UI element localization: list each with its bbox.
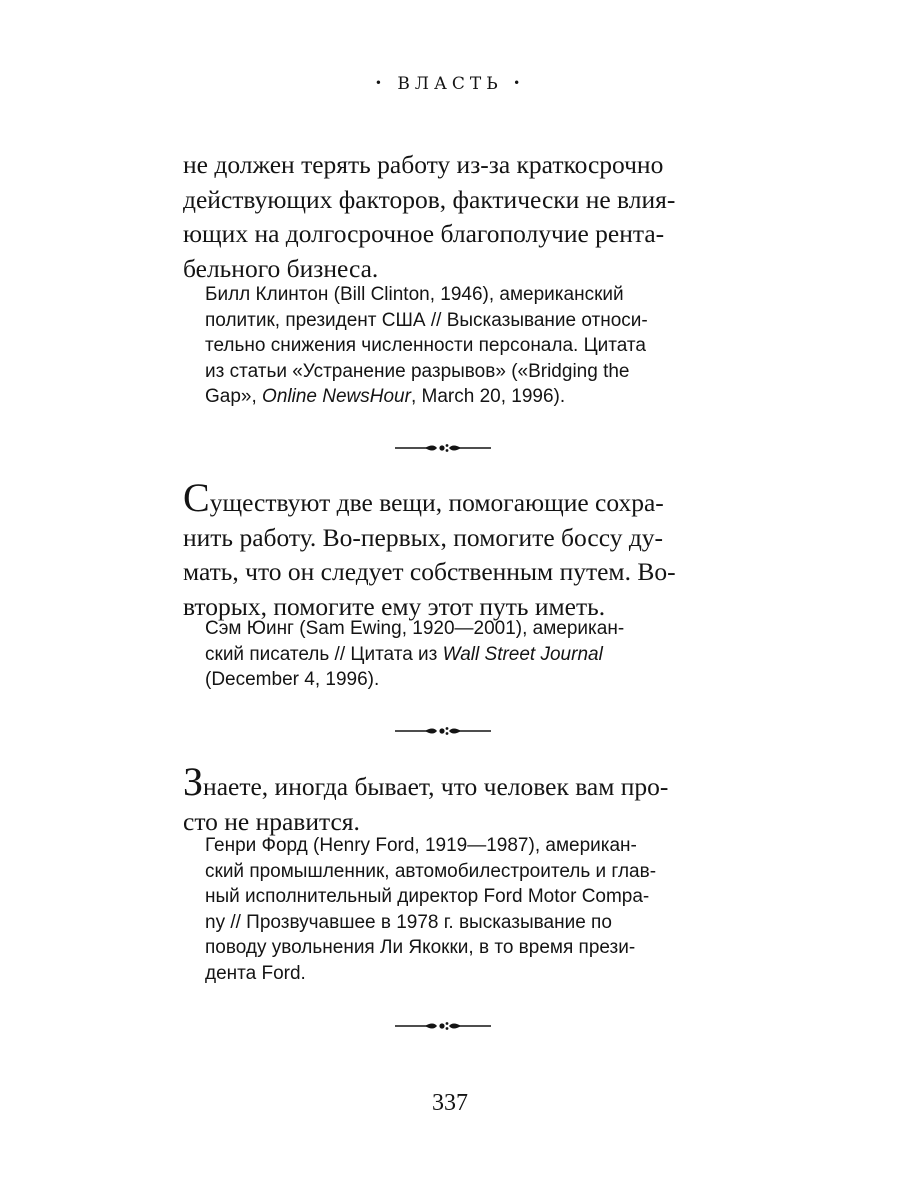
attribution-line: политик, президент США // Высказывание относи- bbox=[205, 309, 648, 331]
quote-line bbox=[183, 759, 707, 805]
quote-line: ющих на долгосрочное благополучие рента- bbox=[183, 219, 665, 248]
attribution-line: Билл Клинтон (Bill Clinton, 1946), американский bbox=[205, 284, 624, 305]
attribution-line: из статьи «Устранение разрывов» («Bridging the bbox=[205, 360, 630, 382]
attribution-line: ный исполнительный директор Ford Motor Compa- bbox=[205, 886, 650, 908]
running-header-title: ВЛАСТЬ bbox=[397, 74, 503, 94]
section-divider-ornament-1 bbox=[395, 441, 491, 455]
attribution-2 bbox=[205, 616, 707, 693]
attribution-text: , March 20, 1996). bbox=[410, 386, 566, 408]
attribution-text: ский писатель // Цитата из bbox=[205, 643, 443, 665]
drop-cap: З bbox=[183, 759, 204, 804]
attribution-line: Генри Форд (Henry Ford, 1919—1987), американ- bbox=[205, 835, 637, 856]
attribution-line bbox=[205, 384, 707, 410]
quote-line-rest: уществуют две вещи, помогающие сохра- bbox=[209, 488, 664, 517]
header-bullet-left: • bbox=[374, 76, 387, 90]
quote-text-2 bbox=[183, 475, 707, 624]
header-bullet-right: • bbox=[513, 76, 526, 90]
quote-text-1 bbox=[183, 148, 707, 286]
running-header bbox=[0, 74, 900, 94]
quote-line: мать, что он следует собственным путем. Во- bbox=[183, 557, 676, 586]
attribution-1 bbox=[205, 282, 707, 410]
quote-line: бельного бизнеса. bbox=[183, 253, 379, 283]
section-divider-ornament-2 bbox=[395, 724, 491, 738]
attribution-line bbox=[205, 642, 707, 668]
publication-title: Wall Street Journal bbox=[442, 643, 603, 665]
quote-line: нить работу. Во-первых, помогите боссу ду- bbox=[183, 522, 664, 552]
attribution-line: поводу увольнения Ли Якокки, в то время прези- bbox=[205, 937, 636, 959]
quote-line-rest: наете, иногда бывает, что человек вам про- bbox=[203, 772, 669, 801]
attribution-text: Gap», bbox=[205, 386, 263, 408]
attribution-line: ский промышленник, автомобилестроитель и глав- bbox=[205, 860, 657, 882]
quote-text-3 bbox=[183, 759, 707, 839]
section-divider-ornament-3 bbox=[395, 1019, 491, 1033]
page-number: 337 bbox=[432, 1090, 468, 1116]
quote-line: сто не нравится. bbox=[183, 806, 360, 836]
attribution-3 bbox=[205, 833, 707, 987]
drop-cap: С bbox=[183, 475, 210, 520]
attribution-line: ny // Прозвучавшее в 1978 г. высказывание по bbox=[205, 911, 612, 933]
attribution-line: (December 4, 1996). bbox=[205, 669, 380, 691]
quote-line: вторых, помогите ему этот путь иметь. bbox=[183, 591, 606, 621]
quote-line: действующих факторов, фактически не влия- bbox=[183, 184, 676, 214]
attribution-line: Сэм Юинг (Sam Ewing, 1920—2001), американ- bbox=[205, 618, 625, 639]
attribution-line: тельно снижения численности персонала. Цитата bbox=[205, 335, 646, 357]
quote-line: не должен терять работу из-за краткосрочно bbox=[183, 150, 664, 179]
quote-line bbox=[183, 475, 707, 521]
attribution-line: дента Ford. bbox=[205, 962, 306, 984]
publication-title: Online NewsHour bbox=[262, 386, 411, 408]
